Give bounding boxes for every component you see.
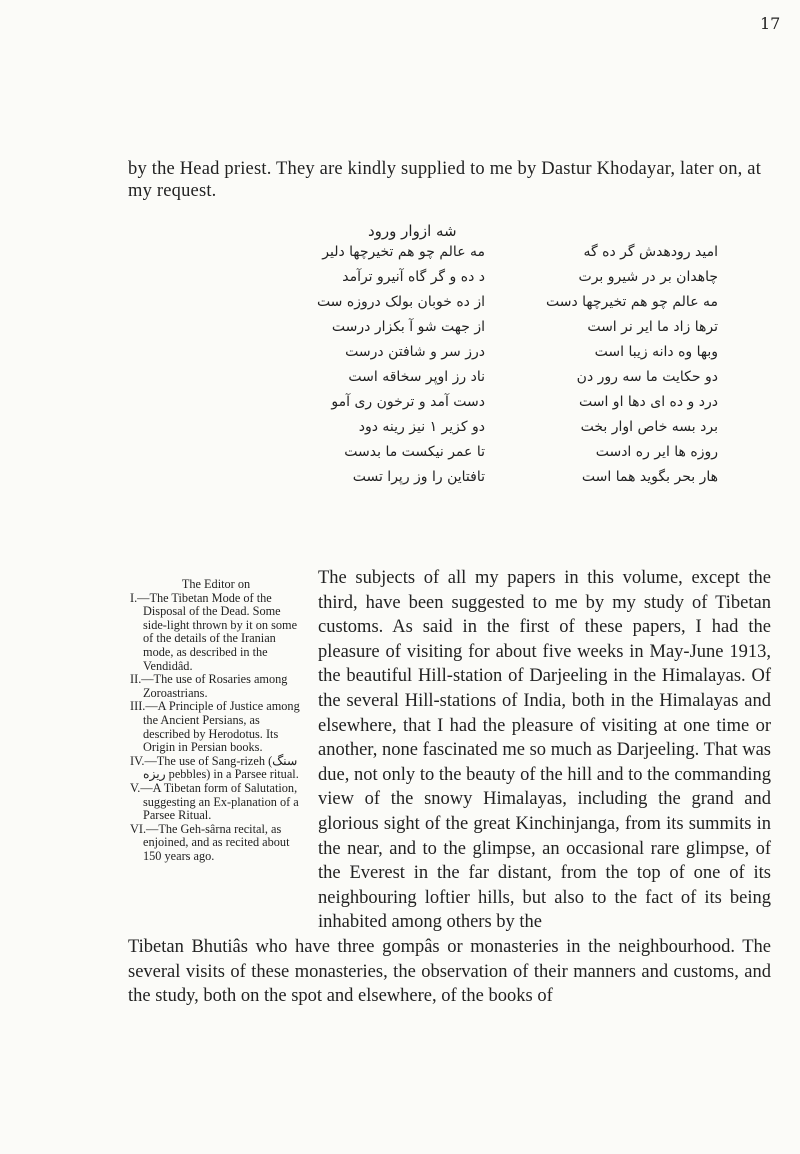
persian-verse-line: مه عالم چو هم تخیرچها دست <box>545 294 718 310</box>
body-paragraph-indented: The subjects of all my papers in this volume, except the third, have been suggested to me by my study of Tibetan customs. As said in the first of these papers, I had the pleasure of visiting for about five weeks in May-June 1913, the beautiful Hill-station of Darjeeling in the Himalayas. Of the several Hill-stations of India, both in the Himalayas and elsewhere, that I had the pleasure of visiting at one time or another, none fascinated me so much as Darjeeling. That was due, not only to the beauty of the hill and to the commanding view of the snowy Himalayas, including the grand and glorious sight of the great Kinchinjanga, from its summits in the near, and to the glimpse, an occasional rare glimpse, of the Everest in the far distant, from the top of one of its neighbouring loftier hills, but also to the fact of its being inhabited among others by the <box>318 568 771 933</box>
margin-note-item: VI.—The Geh-sârna recital, as enjoined, and as recited about 150 years ago. <box>130 821 290 863</box>
persian-verse-line: دست آمد و ترخون ری آمو <box>331 394 485 410</box>
persian-verse-line: از جهت شو آ بکزار درست <box>331 319 485 335</box>
margin-note-item: V.—A Tibetan form of Salutation, suggesting an Ex-planation of a Parsee Ritual. <box>130 780 299 823</box>
persian-verse-line: مه عالم چو هم تخیرچها دلیر <box>322 244 485 260</box>
persian-verse-line: درد و ده ای دها او است <box>578 394 718 410</box>
persian-verse-line: روزه ها ایر ره ادست <box>595 444 718 460</box>
persian-verse-line: وبها وه دانه زیبا است <box>594 344 718 360</box>
margin-note-item: II.—The use of Rosaries among Zoroastrians. <box>130 672 288 700</box>
persian-verse-line: درز سر و شافتن درست <box>345 344 485 360</box>
persian-verse-line: هار بحر بگوید هما است <box>581 469 718 485</box>
persian-verse-left-column <box>275 240 485 490</box>
persian-verse-line: ترها زاد ما ایر نر است <box>587 319 718 335</box>
body-text <box>128 566 771 1009</box>
persian-verse-line: تافتاین را وز رپرا تست <box>352 469 485 485</box>
persian-verse-line: برد بسه خاص اوار بخت <box>580 419 718 435</box>
persian-verse-line: چاهدان بر در شیرو برت <box>578 269 718 285</box>
persian-verse-line: تا عمر نیکست ما بدست <box>344 444 485 460</box>
persian-verse-line: دو حکایت ما سه رور دن <box>576 369 718 385</box>
persian-verse-line: امید رودهدش گر ده گه <box>583 244 718 260</box>
margin-note-heading: The Editor on <box>181 577 251 591</box>
page-number: 17 <box>760 14 781 33</box>
persian-verse-right-column <box>508 240 718 490</box>
margin-note-item: I.—The Tibetan Mode of the Disposal of the Dead. Some side-light thrown by it on some of the details of the Iranian mode, as described in the Vendidâd. <box>130 590 298 673</box>
body-paragraph-full: Tibetan Bhutiâs who have three gompâs or monasteries in the neighbourhood. The several visits of these monasteries, the observation of their manners and customs, and the study, both on the spot and elsewhere, of the books of <box>128 936 771 1007</box>
persian-verse-line: از ده خوبان بولک دروزه ست <box>316 294 485 310</box>
persian-verse-line: دو کزیر ۱ نیز رینه دود <box>358 419 485 435</box>
persian-verse-title: شه ازوار ورود <box>368 222 457 240</box>
intro-paragraph: by the Head priest. They are kindly supplied to me by Dastur Khodayar, later on, at my request. <box>128 159 762 201</box>
margin-note-item: IV.—The use of Sang-rizeh (سنگ ریزه pebbles) in a Parsee ritual. <box>130 753 299 782</box>
persian-verse-line: ناد رز اوپر سخاقه است <box>348 369 485 385</box>
margin-note-item: III.—A Principle of Justice among the Ancient Persians, as described by Herodotus. Its Origin in Persian books. <box>130 699 300 755</box>
persian-verse-line: د ده و گر گاه آنیرو ترآمد <box>342 269 485 285</box>
